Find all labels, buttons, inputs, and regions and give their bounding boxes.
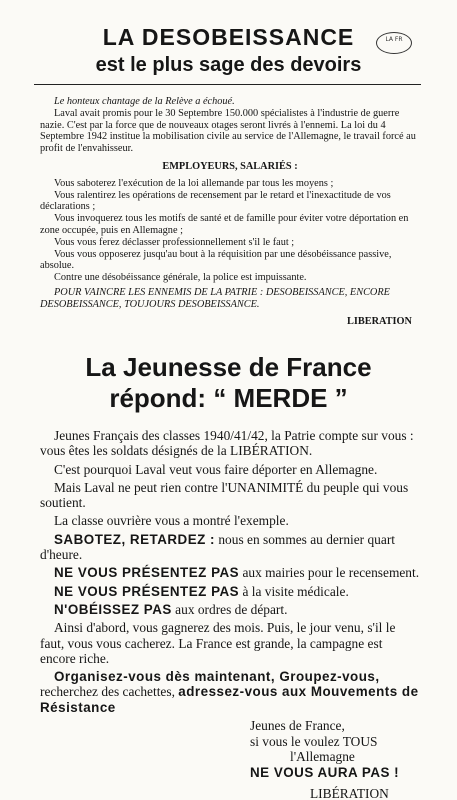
intro-paragraph: Laval avait promis pour le 30 Septembre 150.000 spécialistes à l'industrie de guerre nazie. C'est par la force que de nouveaux otages seront livrés à l'ennemi. La loi du 4 Septembre 1942 institue la mobilisation civile au service de l'Allemagne, le travail forcé au profit de l'envahisseur. <box>40 107 416 155</box>
command-rest: à la visite médicale. <box>239 583 349 599</box>
paragraph: Ainsi d'abord, vous gagnerez des mois. Puis, le jour venu, s'il le faut, vous vous cacherez. La France est grande, la campagne est encore riche. <box>40 620 396 666</box>
closing-line: Jeunes de France, <box>250 718 345 734</box>
closing-block <box>250 718 420 780</box>
command-rest: recherchez des cachettes, <box>40 684 179 700</box>
bold-command: SABOTEZ, RETARDEZ : <box>54 531 216 547</box>
closing-line: l'Allemagne <box>290 749 355 765</box>
paragraph <box>40 602 420 617</box>
command-rest: aux mairies pour le recensement. <box>239 565 420 581</box>
command-rest: aux ordres de départ. <box>171 601 288 617</box>
command-rest: nous en sommes au dernier quart d'heure. <box>40 531 395 563</box>
bold-command: adressez-vous aux Mouvements de Résistance <box>40 684 419 715</box>
signature-liberation: LIBERATION <box>346 315 412 327</box>
headline-line-2: répond: “ MERDE ” <box>109 383 348 413</box>
paragraph: La classe ouvrière vous a montré l'exemple. <box>54 513 289 529</box>
title-underline <box>34 84 421 85</box>
bold-command: N'OBÉISSEZ PAS <box>54 601 172 617</box>
document-title: LA DESOBEISSANCE <box>102 24 355 50</box>
document-subtitle: est le plus sage des devoirs <box>95 54 362 76</box>
section-jeunesse <box>40 428 420 800</box>
bold-command: NE VOUS PRÉSENTEZ PAS <box>54 583 240 599</box>
instruction-item: Contre une désobéissance générale, la police est impuissante. <box>54 272 307 284</box>
library-stamp: LA FR <box>376 32 412 54</box>
paragraph <box>40 565 420 580</box>
paragraph: C'est pourquoi Laval veut vous faire déporter en Allemagne. <box>54 461 378 477</box>
headline-line-1: La Jeunesse de France <box>85 352 372 382</box>
section-desobeissance <box>40 96 420 327</box>
paragraph <box>40 584 420 599</box>
paragraph: Mais Laval ne peut rien contre l'UNANIMITÉ du peuple qui vous soutient. <box>40 479 409 511</box>
paragraph <box>40 669 420 715</box>
slogan: POUR VAINCRE LES ENNEMIS DE LA PATRIE : DESOBEISSANCE, ENCORE DESOBEISSANCE, TOUJOURS DESOBEISSANCE. <box>40 286 390 310</box>
paragraph: Jeunes Français des classes 1940/41/42, la Patrie compte sur vous : vous êtes les soldats désignés de la LIBÉRATION. <box>40 428 414 459</box>
bold-command: Organisez-vous dès maintenant, Groupez-vous, <box>54 669 380 685</box>
instruction-item: Vous saboterez l'exécution de la loi allemande par tous les moyens ; <box>54 177 334 189</box>
instruction-item: Vous vous ferez déclasser professionnellement s'il le faut ; <box>54 236 295 248</box>
closing-line: si vous le voulez TOUS <box>250 733 378 749</box>
instruction-item: Vous ralentirez les opérations de recensement par le retard et l'inexactitude de vos déclarations ; <box>40 189 391 213</box>
bold-command: NE VOUS PRÉSENTEZ PAS <box>54 565 240 581</box>
signature-liberation: LIBÉRATION <box>310 786 389 800</box>
closing-line: NE VOUS AURA PAS ! <box>250 764 400 780</box>
intro-line: Le honteux chantage de la Relève a échoué. <box>54 96 235 107</box>
employers-heading: EMPLOYEURS, SALARIÉS : <box>162 160 298 172</box>
instruction-item: Vous vous opposerez jusqu'au bout à la réquisition par une désobéissance passive, absolue. <box>40 248 392 272</box>
instruction-item: Vous invoquerez tous les motifs de santé et de famille pour éviter votre déportation en zone occupée, puis en Allemagne ; <box>40 213 409 236</box>
paragraph <box>40 532 420 563</box>
